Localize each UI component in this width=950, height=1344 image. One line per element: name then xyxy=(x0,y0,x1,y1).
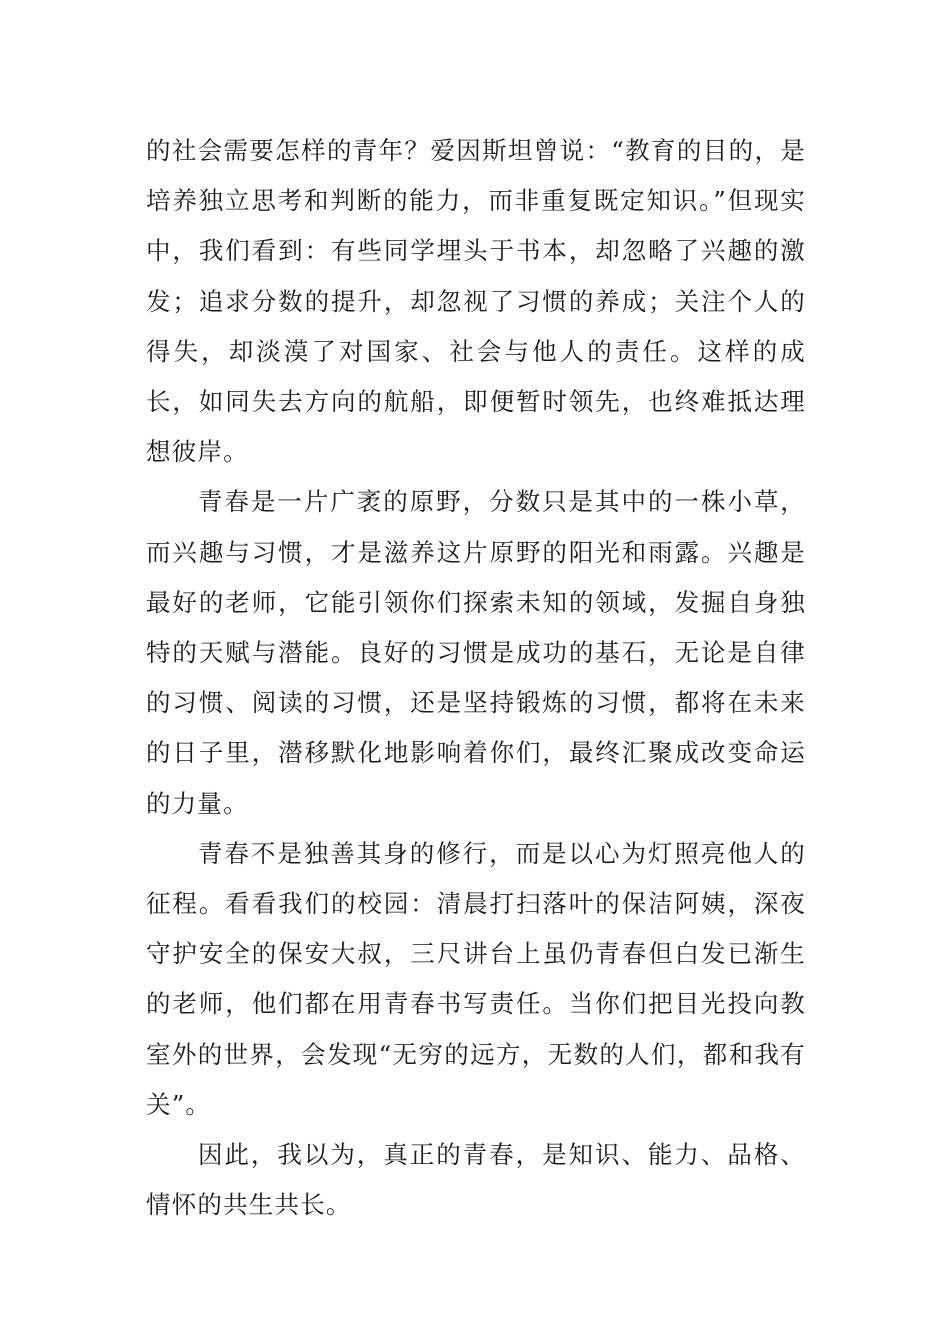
document-body xyxy=(146,126,806,1230)
paragraph: 青春是一片广袤的原野，分数只是其中的一株小草，而兴趣与习惯，才是滋养这片原野的阳光和雨露。兴趣是最好的老师，它能引领你们探索未知的领域，发掘自身独特的天赋与潜能。良好的习惯是成功的基石，无论是自律的习惯、阅读的习惯，还是坚持锻炼的习惯，都将在未来的日子里，潜移默化地影响着你们，最终汇聚成改变命运的力量。 xyxy=(146,487,806,818)
paragraph-continued: 的社会需要怎样的青年？爱因斯坦曾说：“教育的目的，是培养独立思考和判断的能力，而非重复既定知识。”但现实中，我们看到：有些同学埋头于书本，却忽略了兴趣的激发；追求分数的提升，却忽视了习惯的养成；关注个人的得失，却淡漠了对国家、社会与他人的责任。这样的成长，如同失去方向的航船，即便暂时领先，也终难抵达理想彼岸。 xyxy=(146,136,806,467)
paragraph: 青春不是独善其身的修行，而是以心为灯照亮他人的征程。看看我们的校园：清晨打扫落叶的保洁阿姨，深夜守护安全的保安大叔，三尺讲台上虽仍青春但白发已渐生的老师，他们都在用青春书写责任。当你们把目光投向教室外的世界，会发现“无穷的远方，无数的人们，都和我有关”。 xyxy=(146,838,806,1119)
paragraph: 因此，我以为，真正的青春，是知识、能力、品格、情怀的共生共长。 xyxy=(146,1140,806,1220)
